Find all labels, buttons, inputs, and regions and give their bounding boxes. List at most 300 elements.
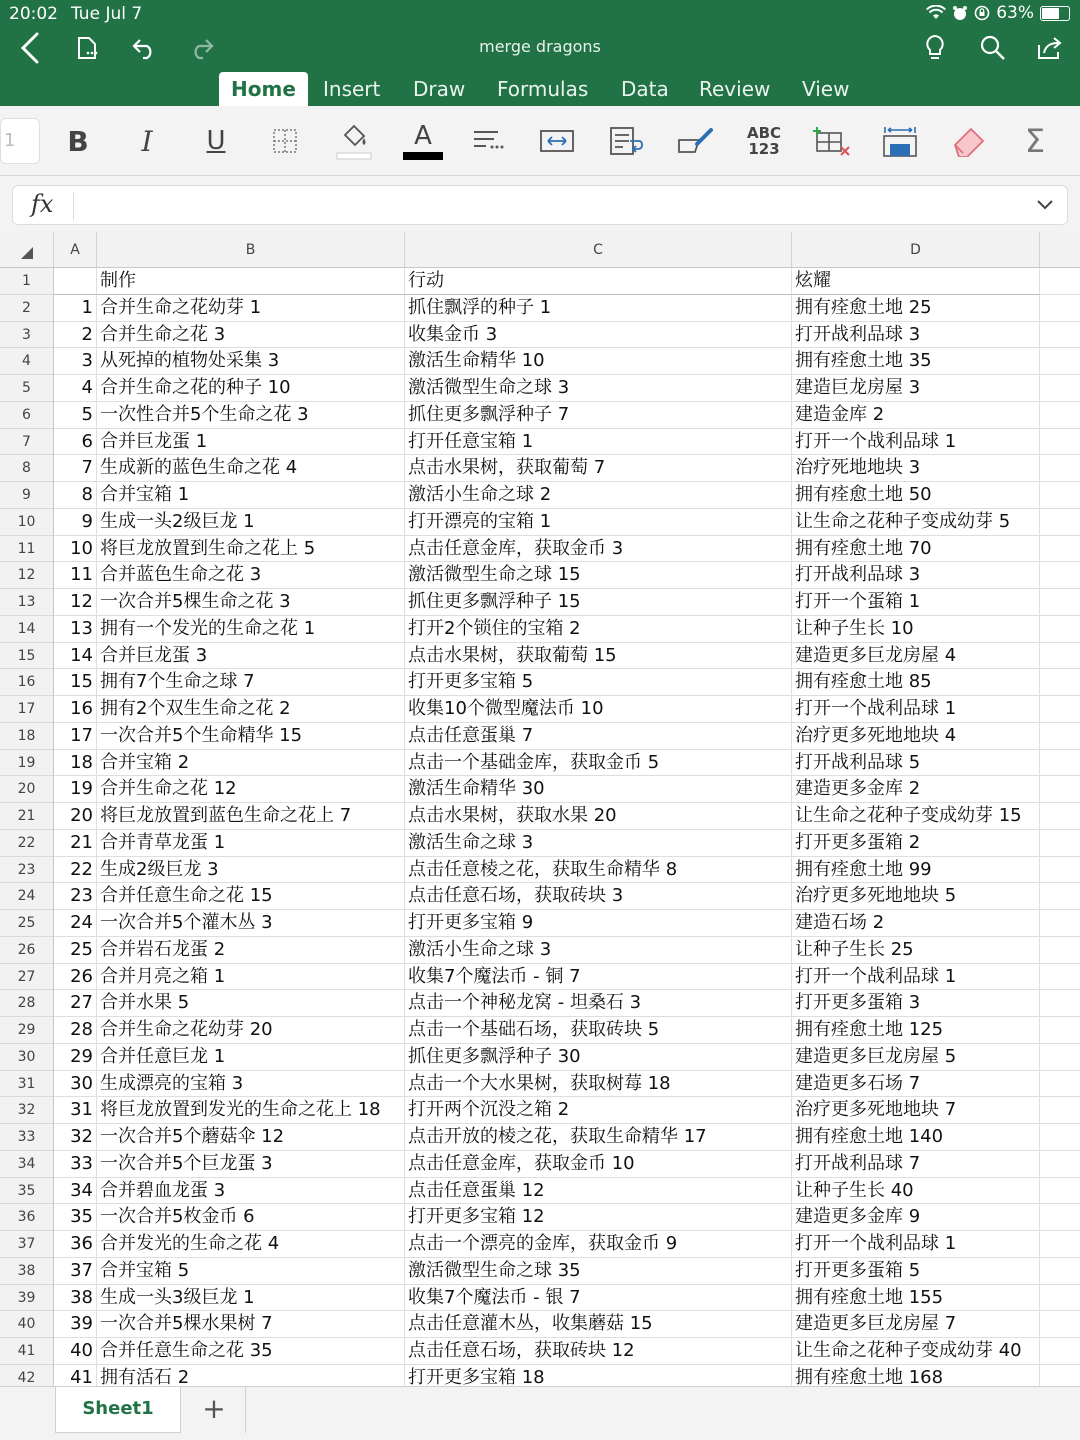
cell-e[interactable] <box>1040 803 1080 830</box>
cell-a[interactable]: 31 <box>54 1097 97 1124</box>
cell-b[interactable]: 拥有一个发光的生命之花 1 <box>97 616 405 643</box>
cell-e[interactable] <box>1040 455 1080 482</box>
cell-a[interactable]: 37 <box>54 1258 97 1285</box>
cell-e[interactable] <box>1040 1338 1080 1365</box>
cell-a[interactable]: 28 <box>54 1017 97 1044</box>
cell-c[interactable]: 收集7个魔法币 - 铜 7 <box>405 964 792 991</box>
cell-c[interactable]: 激活生命精华 10 <box>405 348 792 375</box>
row-header[interactable]: 4 <box>0 348 54 375</box>
row-header[interactable]: 31 <box>0 1071 54 1098</box>
cell-e[interactable] <box>1040 295 1080 322</box>
font-color-button[interactable] <box>398 116 448 166</box>
cell-e[interactable] <box>1040 910 1080 937</box>
cell-c[interactable]: 激活微型生命之球 35 <box>405 1258 792 1285</box>
cell-c[interactable]: 点击任意石场，获取砖块 12 <box>405 1338 792 1365</box>
cell-a[interactable]: 35 <box>54 1204 97 1231</box>
row-header[interactable]: 27 <box>0 964 54 991</box>
cell-a[interactable]: 3 <box>54 348 97 375</box>
cell-d[interactable]: 打开更多蛋箱 2 <box>792 830 1040 857</box>
cell-e[interactable] <box>1040 883 1080 910</box>
cell-e[interactable] <box>1040 1285 1080 1312</box>
cell-b[interactable]: 合并任意巨龙 1 <box>97 1044 405 1071</box>
cell-e[interactable] <box>1040 616 1080 643</box>
cell-e[interactable] <box>1040 1178 1080 1205</box>
row-header[interactable]: 11 <box>0 536 54 563</box>
tab-view[interactable]: View <box>802 77 850 101</box>
column-header-d[interactable]: D <box>792 232 1040 268</box>
cell-e[interactable] <box>1040 990 1080 1017</box>
row-header[interactable]: 22 <box>0 830 54 857</box>
cell-b[interactable]: 制作 <box>97 268 405 295</box>
cell-b[interactable]: 生成2级巨龙 3 <box>97 857 405 884</box>
cell-b[interactable]: 合并青草龙蛋 1 <box>97 830 405 857</box>
cell-d[interactable]: 建造更多巨龙房屋 4 <box>792 643 1040 670</box>
underline-button[interactable]: U <box>206 126 226 156</box>
cell-d[interactable]: 拥有痊愈土地 35 <box>792 348 1040 375</box>
cell-d[interactable]: 治疗更多死地地块 4 <box>792 723 1040 750</box>
cell-b[interactable]: 合并巨龙蛋 3 <box>97 643 405 670</box>
cell-d[interactable]: 建造金库 2 <box>792 402 1040 429</box>
cell-d[interactable]: 打开更多蛋箱 3 <box>792 990 1040 1017</box>
cell-e[interactable] <box>1040 348 1080 375</box>
cell-a[interactable]: 6 <box>54 429 97 456</box>
cell-b[interactable]: 拥有2个双生生命之花 2 <box>97 696 405 723</box>
cell-d[interactable]: 打开一个战利品球 1 <box>792 964 1040 991</box>
cell-d[interactable]: 建造更多巨龙房屋 7 <box>792 1311 1040 1338</box>
cell-d[interactable]: 让种子生长 25 <box>792 937 1040 964</box>
cell-e[interactable] <box>1040 402 1080 429</box>
row-header[interactable]: 13 <box>0 589 54 616</box>
cell-b[interactable]: 合并生命之花的种子 10 <box>97 375 405 402</box>
cell-e[interactable] <box>1040 375 1080 402</box>
cell-d[interactable]: 打开一个战利品球 1 <box>792 1231 1040 1258</box>
row-header[interactable]: 40 <box>0 1311 54 1338</box>
cell-a[interactable]: 39 <box>54 1311 97 1338</box>
cell-d[interactable]: 炫耀 <box>792 268 1040 295</box>
cell-e[interactable] <box>1040 1071 1080 1098</box>
cell-b[interactable]: 合并蓝色生命之花 3 <box>97 562 405 589</box>
cell-a[interactable]: 41 <box>54 1365 97 1386</box>
cell-b[interactable]: 将巨龙放置到发光的生命之花上 18 <box>97 1097 405 1124</box>
row-header[interactable]: 6 <box>0 402 54 429</box>
cell-d[interactable]: 拥有痊愈土地 99 <box>792 857 1040 884</box>
cell-e[interactable] <box>1040 322 1080 349</box>
cell-d[interactable]: 建造更多金库 9 <box>792 1204 1040 1231</box>
cell-c[interactable]: 点击一个基础石场，获取砖块 5 <box>405 1017 792 1044</box>
cell-b[interactable]: 合并生命之花幼芽 1 <box>97 295 405 322</box>
cell-b[interactable]: 将巨龙放置到蓝色生命之花上 7 <box>97 803 405 830</box>
cell-b[interactable]: 合并任意生命之花 35 <box>97 1338 405 1365</box>
cell-a[interactable]: 24 <box>54 910 97 937</box>
row-header[interactable]: 24 <box>0 883 54 910</box>
cell-d[interactable]: 打开战利品球 7 <box>792 1151 1040 1178</box>
cell-e[interactable] <box>1040 1231 1080 1258</box>
cell-d[interactable]: 让种子生长 10 <box>792 616 1040 643</box>
cell-e[interactable] <box>1040 776 1080 803</box>
cell-c[interactable]: 激活生命精华 30 <box>405 776 792 803</box>
cell-e[interactable] <box>1040 1017 1080 1044</box>
cell-d[interactable]: 打开一个战利品球 1 <box>792 429 1040 456</box>
cell-c[interactable]: 收集7个魔法币 - 银 7 <box>405 1285 792 1312</box>
cell-a[interactable]: 16 <box>54 696 97 723</box>
cell-a[interactable]: 20 <box>54 803 97 830</box>
row-header[interactable]: 5 <box>0 375 54 402</box>
cell-b[interactable]: 一次合并5个灌木丛 3 <box>97 910 405 937</box>
cell-d[interactable]: 建造更多巨龙房屋 5 <box>792 1044 1040 1071</box>
cell-d[interactable]: 拥有痊愈土地 25 <box>792 295 1040 322</box>
cell-c[interactable]: 激活微型生命之球 15 <box>405 562 792 589</box>
cell-c[interactable]: 点击任意石场，获取砖块 3 <box>405 883 792 910</box>
autosum-button[interactable]: Σ <box>1024 122 1046 160</box>
cell-a[interactable]: 12 <box>54 589 97 616</box>
column-header-c[interactable]: C <box>405 232 792 268</box>
bold-button[interactable]: B <box>67 124 89 158</box>
cell-d[interactable]: 建造石场 2 <box>792 910 1040 937</box>
cell-d[interactable]: 打开一个战利品球 1 <box>792 696 1040 723</box>
cell-c[interactable]: 激活小生命之球 3 <box>405 937 792 964</box>
expand-formula-button[interactable] <box>1035 194 1055 218</box>
tab-draw[interactable]: Draw <box>413 77 466 101</box>
cell-e[interactable] <box>1040 696 1080 723</box>
ideas-button[interactable] <box>915 28 955 68</box>
row-header[interactable]: 2 <box>0 295 54 322</box>
cell-c[interactable]: 点击任意棱之花，获取生命精华 8 <box>405 857 792 884</box>
row-header[interactable]: 20 <box>0 776 54 803</box>
italic-button[interactable]: I <box>141 124 153 158</box>
sheet-tab-sheet1[interactable]: Sheet1 <box>55 1387 181 1433</box>
cell-e[interactable] <box>1040 830 1080 857</box>
row-header[interactable]: 39 <box>0 1285 54 1312</box>
formula-bar[interactable] <box>12 185 1068 225</box>
cell-d[interactable]: 拥有痊愈土地 85 <box>792 669 1040 696</box>
row-header[interactable]: 42 <box>0 1365 54 1386</box>
number-format-label: ABC 123 <box>746 124 782 158</box>
cell-e[interactable] <box>1040 643 1080 670</box>
column-header-b[interactable]: B <box>97 232 405 268</box>
row-header[interactable]: 17 <box>0 696 54 723</box>
cell-d[interactable]: 打开战利品球 5 <box>792 750 1040 777</box>
borders-button[interactable] <box>260 116 310 166</box>
tab-formulas[interactable]: Formulas <box>497 77 589 101</box>
row-header[interactable]: 3 <box>0 322 54 349</box>
cell-b[interactable]: 生成一头2级巨龙 1 <box>97 509 405 536</box>
share-button[interactable] <box>1030 28 1070 68</box>
row-header[interactable]: 21 <box>0 803 54 830</box>
cell-a[interactable]: 23 <box>54 883 97 910</box>
cell-a[interactable]: 33 <box>54 1151 97 1178</box>
cell-c[interactable]: 抓住更多飘浮种子 15 <box>405 589 792 616</box>
column-header-a[interactable]: A <box>54 232 97 268</box>
row-header[interactable]: 15 <box>0 643 54 670</box>
cell-c[interactable]: 抓住更多飘浮种子 30 <box>405 1044 792 1071</box>
cell-b[interactable]: 生成新的蓝色生命之花 4 <box>97 455 405 482</box>
cell-c[interactable]: 行动 <box>405 268 792 295</box>
fill-color-button[interactable] <box>329 116 379 166</box>
cell-e[interactable] <box>1040 1258 1080 1285</box>
wrap-text-button[interactable] <box>601 116 651 166</box>
row-header[interactable]: 16 <box>0 669 54 696</box>
cell-d[interactable]: 治疗更多死地地块 7 <box>792 1097 1040 1124</box>
spreadsheet-grid[interactable] <box>0 232 1080 1386</box>
row-header[interactable]: 36 <box>0 1204 54 1231</box>
cell-c[interactable]: 点击水果树，获取葡萄 7 <box>405 455 792 482</box>
font-color-swatch <box>403 152 443 160</box>
cell-b[interactable]: 一次合并5棵水果树 7 <box>97 1311 405 1338</box>
cell-c[interactable]: 点击水果树，获取水果 20 <box>405 803 792 830</box>
cell-a[interactable]: 22 <box>54 857 97 884</box>
cell-c[interactable]: 点击一个神秘龙窝 - 坦桑石 3 <box>405 990 792 1017</box>
cell-a[interactable]: 17 <box>54 723 97 750</box>
cell-e[interactable] <box>1040 857 1080 884</box>
cell-c[interactable]: 打开更多宝箱 12 <box>405 1204 792 1231</box>
cell-c[interactable]: 打开两个沉没之箱 2 <box>405 1097 792 1124</box>
cell-a[interactable]: 34 <box>54 1178 97 1205</box>
cell-e[interactable] <box>1040 1365 1080 1386</box>
sheet-bar-divider <box>245 1387 246 1433</box>
cell-e[interactable] <box>1040 536 1080 563</box>
cell-b[interactable]: 生成一头3级巨龙 1 <box>97 1285 405 1312</box>
cell-b[interactable]: 合并宝箱 1 <box>97 482 405 509</box>
cell-a[interactable]: 13 <box>54 616 97 643</box>
cell-b[interactable]: 合并巨龙蛋 1 <box>97 429 405 456</box>
clear-button[interactable] <box>944 116 994 166</box>
row-header[interactable]: 1 <box>0 268 54 295</box>
brush-icon <box>675 126 715 156</box>
cell-b[interactable]: 一次合并5棵生命之花 3 <box>97 589 405 616</box>
cell-a[interactable]: 11 <box>54 562 97 589</box>
cell-a[interactable]: 27 <box>54 990 97 1017</box>
cell-b[interactable]: 合并水果 5 <box>97 990 405 1017</box>
cell-e[interactable] <box>1040 482 1080 509</box>
cell-d[interactable]: 建造更多石场 7 <box>792 1071 1040 1098</box>
row-header[interactable]: 8 <box>0 455 54 482</box>
cell-e[interactable] <box>1040 562 1080 589</box>
cell-c[interactable]: 收集10个微型魔法币 10 <box>405 696 792 723</box>
cell-c[interactable]: 点击任意金库，获取金币 10 <box>405 1151 792 1178</box>
cell-e[interactable] <box>1040 429 1080 456</box>
cell-a[interactable]: 10 <box>54 536 97 563</box>
row-header[interactable]: 38 <box>0 1258 54 1285</box>
cell-b[interactable]: 一次合并5个巨龙蛋 3 <box>97 1151 405 1178</box>
cell-a[interactable]: 7 <box>54 455 97 482</box>
cell-a[interactable]: 40 <box>54 1338 97 1365</box>
cell-b[interactable]: 合并生命之花 3 <box>97 322 405 349</box>
tab-data[interactable]: Data <box>621 77 669 101</box>
row-header[interactable]: 33 <box>0 1124 54 1151</box>
cell-e[interactable] <box>1040 509 1080 536</box>
cell-a[interactable]: 4 <box>54 375 97 402</box>
cell-e[interactable] <box>1040 964 1080 991</box>
cell-b[interactable]: 合并碧血龙蛋 3 <box>97 1178 405 1205</box>
row-header[interactable]: 26 <box>0 937 54 964</box>
cell-b[interactable]: 拥有7个生命之球 7 <box>97 669 405 696</box>
cell-a[interactable]: 36 <box>54 1231 97 1258</box>
status-right <box>926 3 1070 23</box>
insert-delete-cells-button[interactable] <box>806 116 856 166</box>
cell-d[interactable]: 打开更多蛋箱 5 <box>792 1258 1040 1285</box>
cell-a[interactable]: 30 <box>54 1071 97 1098</box>
format-cells-icon <box>880 124 920 158</box>
cell-e[interactable] <box>1040 669 1080 696</box>
cell-b[interactable]: 合并岩石龙蛋 2 <box>97 937 405 964</box>
cell-a[interactable]: 25 <box>54 937 97 964</box>
cell-a[interactable]: 9 <box>54 509 97 536</box>
cell-c[interactable]: 打开漂亮的宝箱 1 <box>405 509 792 536</box>
cell-a[interactable]: 8 <box>54 482 97 509</box>
cell-d[interactable]: 拥有痊愈土地 155 <box>792 1285 1040 1312</box>
cell-e[interactable] <box>1040 750 1080 777</box>
cell-d[interactable]: 打开战利品球 3 <box>792 322 1040 349</box>
cell-c[interactable]: 激活微型生命之球 3 <box>405 375 792 402</box>
cell-d[interactable]: 治疗死地地块 3 <box>792 455 1040 482</box>
cell-c[interactable]: 打开更多宝箱 5 <box>405 669 792 696</box>
cell-c[interactable]: 打开更多宝箱 9 <box>405 910 792 937</box>
cell-e[interactable] <box>1040 1124 1080 1151</box>
cell-a[interactable]: 38 <box>54 1285 97 1312</box>
row-header[interactable]: 35 <box>0 1178 54 1205</box>
cell-e[interactable] <box>1040 1311 1080 1338</box>
cell-c[interactable]: 点击一个漂亮的金库，获取金币 9 <box>405 1231 792 1258</box>
cell-b[interactable]: 合并生命之花 12 <box>97 776 405 803</box>
row-header[interactable]: 37 <box>0 1231 54 1258</box>
styles-button[interactable] <box>670 116 720 166</box>
cell-c[interactable]: 抓住更多飘浮种子 7 <box>405 402 792 429</box>
row-header[interactable]: 12 <box>0 562 54 589</box>
cell-a[interactable]: 18 <box>54 750 97 777</box>
document-title: merge dragons <box>479 37 601 56</box>
tab-home[interactable]: Home <box>219 72 308 106</box>
cell-e[interactable] <box>1040 1151 1080 1178</box>
cell-b[interactable]: 一次合并5个蘑菇伞 12 <box>97 1124 405 1151</box>
row-header[interactable]: 10 <box>0 509 54 536</box>
cell-e[interactable] <box>1040 589 1080 616</box>
cell-a[interactable]: 14 <box>54 643 97 670</box>
cell-c[interactable]: 点击任意蛋巢 12 <box>405 1178 792 1205</box>
cell-a[interactable]: 29 <box>54 1044 97 1071</box>
merge-button[interactable] <box>532 116 582 166</box>
row-header[interactable]: 18 <box>0 723 54 750</box>
row-header[interactable]: 19 <box>0 750 54 777</box>
row-header[interactable]: 14 <box>0 616 54 643</box>
search-button[interactable] <box>973 28 1013 68</box>
row-header[interactable]: 30 <box>0 1044 54 1071</box>
cell-e[interactable] <box>1040 937 1080 964</box>
cell-a[interactable]: 32 <box>54 1124 97 1151</box>
cell-b[interactable]: 从死掉的植物处采集 3 <box>97 348 405 375</box>
cell-b[interactable]: 合并宝箱 2 <box>97 750 405 777</box>
row-header[interactable]: 32 <box>0 1097 54 1124</box>
cell-d[interactable]: 让生命之花种子变成幼芽 15 <box>792 803 1040 830</box>
column-header-next[interactable] <box>1040 232 1080 268</box>
cell-a[interactable]: 5 <box>54 402 97 429</box>
cell-b[interactable]: 合并月亮之箱 1 <box>97 964 405 991</box>
sheet-bar <box>0 1386 1080 1440</box>
row-header[interactable]: 25 <box>0 910 54 937</box>
number-format-button[interactable] <box>739 116 789 166</box>
cell-c[interactable]: 点击开放的棱之花，获取生命精华 17 <box>405 1124 792 1151</box>
cell-e[interactable] <box>1040 723 1080 750</box>
cell-d[interactable]: 建造巨龙房屋 3 <box>792 375 1040 402</box>
cell-e[interactable] <box>1040 1044 1080 1071</box>
cell-b[interactable]: 一次合并5枚金币 6 <box>97 1204 405 1231</box>
cell-c[interactable]: 抓住飘浮的种子 1 <box>405 295 792 322</box>
cell-e[interactable] <box>1040 1097 1080 1124</box>
font-size-field[interactable]: 1 <box>0 118 40 164</box>
fx-icon[interactable]: fx <box>31 190 54 218</box>
row-header[interactable]: 7 <box>0 429 54 456</box>
cell-d[interactable]: 拥有痊愈土地 140 <box>792 1124 1040 1151</box>
cell-a[interactable]: 19 <box>54 776 97 803</box>
cell-c[interactable]: 点击一个基础金库，获取金币 5 <box>405 750 792 777</box>
cell-b[interactable]: 拥有活石 2 <box>97 1365 405 1386</box>
cell-e[interactable] <box>1040 1204 1080 1231</box>
row-header[interactable]: 29 <box>0 1017 54 1044</box>
cell-c[interactable]: 点击任意蛋巢 7 <box>405 723 792 750</box>
cell-c[interactable]: 点击任意灌木丛，收集蘑菇 15 <box>405 1311 792 1338</box>
cell-e[interactable] <box>1040 268 1080 295</box>
row-header[interactable]: 41 <box>0 1338 54 1365</box>
cell-c[interactable]: 收集金币 3 <box>405 322 792 349</box>
row-header[interactable]: 28 <box>0 990 54 1017</box>
cell-a[interactable]: 26 <box>54 964 97 991</box>
cell-b[interactable]: 一次性合并5个生命之花 3 <box>97 402 405 429</box>
row-header[interactable]: 34 <box>0 1151 54 1178</box>
tab-insert[interactable]: Insert <box>323 77 381 101</box>
add-sheet-button[interactable]: + <box>202 1392 226 1425</box>
row-header[interactable]: 23 <box>0 857 54 884</box>
cell-d[interactable]: 让种子生长 40 <box>792 1178 1040 1205</box>
cell-d[interactable]: 建造更多金库 2 <box>792 776 1040 803</box>
cell-a[interactable]: 15 <box>54 669 97 696</box>
align-left-icon <box>470 127 506 155</box>
cell-b[interactable]: 合并生命之花幼芽 20 <box>97 1017 405 1044</box>
cell-b[interactable]: 合并任意生命之花 15 <box>97 883 405 910</box>
select-all-corner[interactable] <box>0 232 54 268</box>
cell-d[interactable]: 让生命之花种子变成幼芽 5 <box>792 509 1040 536</box>
cell-c[interactable]: 激活小生命之球 2 <box>405 482 792 509</box>
cell-a[interactable] <box>54 268 97 295</box>
tab-review[interactable]: Review <box>699 77 771 101</box>
cell-d[interactable]: 打开一个蛋箱 1 <box>792 589 1040 616</box>
cell-b[interactable]: 合并宝箱 5 <box>97 1258 405 1285</box>
cell-d[interactable]: 拥有痊愈土地 70 <box>792 536 1040 563</box>
cell-d[interactable]: 让生命之花种子变成幼芽 40 <box>792 1338 1040 1365</box>
align-button[interactable] <box>463 116 513 166</box>
cell-b[interactable]: 合并发光的生命之花 4 <box>97 1231 405 1258</box>
cell-a[interactable]: 2 <box>54 322 97 349</box>
format-cells-button[interactable] <box>875 116 925 166</box>
cell-c[interactable]: 打开任意宝箱 1 <box>405 429 792 456</box>
cell-c[interactable]: 打开2个锁住的宝箱 2 <box>405 616 792 643</box>
cell-a[interactable]: 21 <box>54 830 97 857</box>
rotation-lock-icon <box>974 5 990 21</box>
cell-c[interactable]: 打开更多宝箱 18 <box>405 1365 792 1386</box>
cell-c[interactable]: 点击水果树，获取葡萄 15 <box>405 643 792 670</box>
cell-d[interactable]: 治疗更多死地地块 5 <box>792 883 1040 910</box>
cell-b[interactable]: 将巨龙放置到生命之花上 5 <box>97 536 405 563</box>
cell-d[interactable]: 拥有痊愈土地 50 <box>792 482 1040 509</box>
row-header[interactable]: 9 <box>0 482 54 509</box>
cell-d[interactable]: 打开战利品球 3 <box>792 562 1040 589</box>
cell-c[interactable]: 激活生命之球 3 <box>405 830 792 857</box>
cell-b[interactable]: 生成漂亮的宝箱 3 <box>97 1071 405 1098</box>
cell-b[interactable]: 一次合并5个生命精华 15 <box>97 723 405 750</box>
cell-c[interactable]: 点击任意金库，获取金币 3 <box>405 536 792 563</box>
cell-d[interactable]: 拥有痊愈土地 125 <box>792 1017 1040 1044</box>
cell-c[interactable]: 点击一个大水果树，获取树莓 18 <box>405 1071 792 1098</box>
cell-d[interactable]: 拥有痊愈土地 168 <box>792 1365 1040 1386</box>
cell-a[interactable]: 1 <box>54 295 97 322</box>
